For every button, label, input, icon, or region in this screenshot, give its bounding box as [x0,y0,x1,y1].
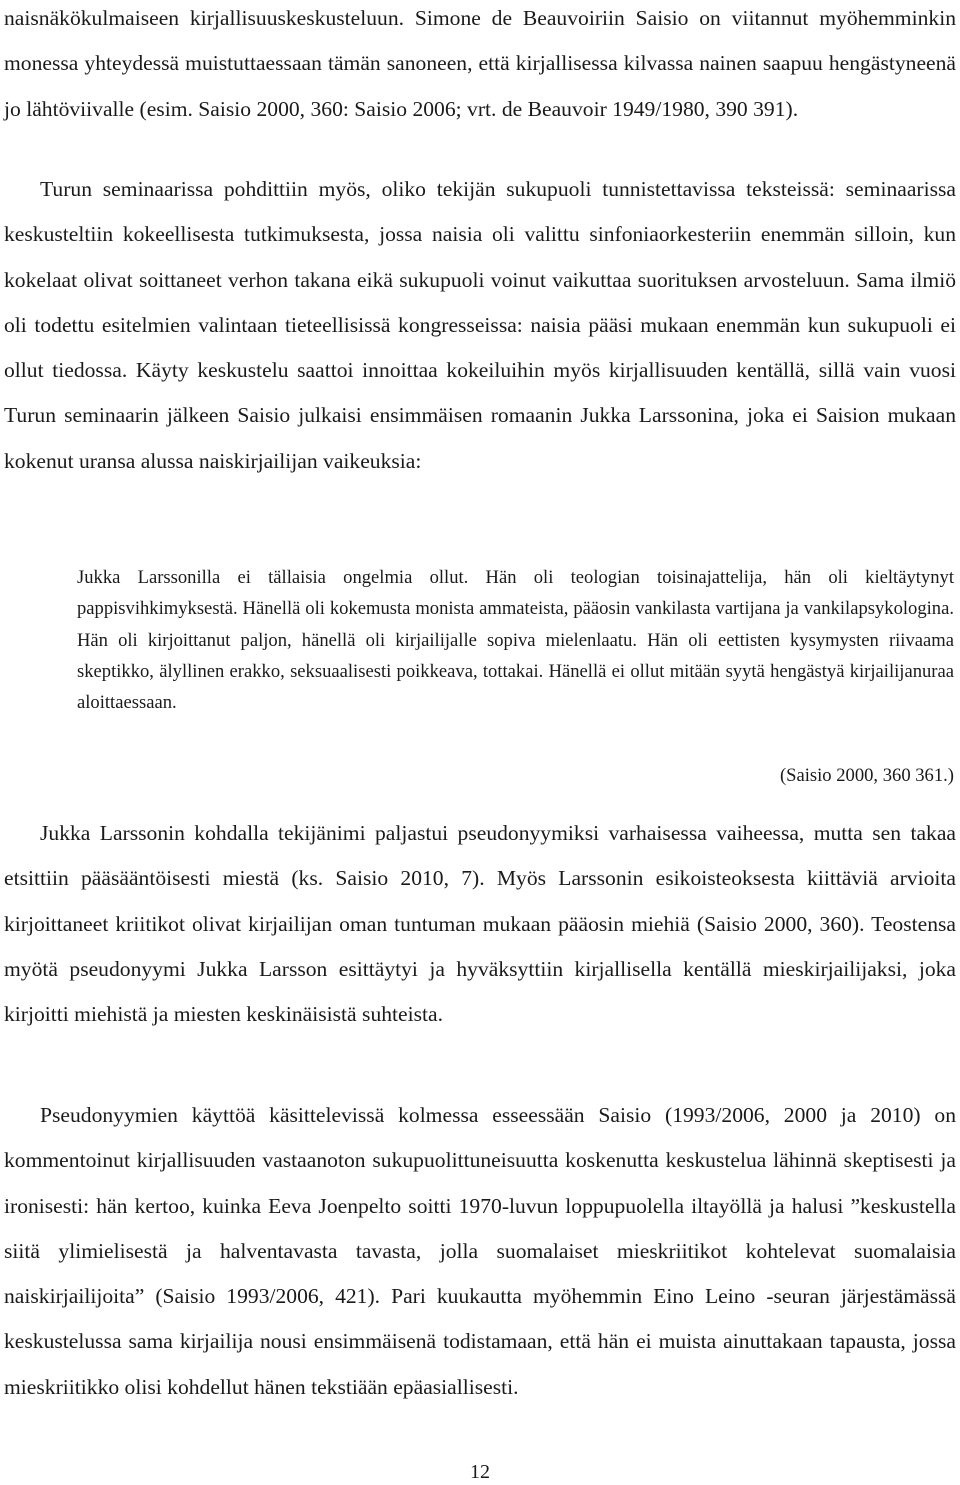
page-number: 12 [470,1461,490,1483]
quote-citation: (Saisio 2000, 360 361.) [779,765,954,786]
paragraph-jukka-larsson: Jukka Larssonin kohdalla tekijänimi paljastui pseudonyymiksi varhaisessa vaiheessa, mutta sen takaa etsittiin pääsääntöisesti miestä (ks. Saisio 2010, 7). Myös Larssonin esikoisteoksesta kiittäviä arvioita kirjoittaneet kriitikot olivat kirjailijan oman tuntuman mukaan pääosin miehiä (Saisio 2000, 360). Teostensa myötä pseudonyymi Jukka Larsson esittäytyi ja hyväksyttiin kirjallisella kentällä mieskirjailijaksi, joka kirjoitti miehistä ja miesten keskinäisistä suhteista. [4,821,956,1027]
paragraph-beauvoir: naisnäkökulmaiseen kirjallisuuskeskusteluun. Simone de Beauvoiriin Saisio on viitannut myöhemminkin monessa yhteydessä muistuttaessaan tämän sanoneen, että kirjallisessa kilvassa nainen saapuu hengästyneenä jo lähtöviivalle (esim. Saisio 2000, 360: Saisio 2006; vrt. de Beauvoir 1949/1980, 390 391). [4,6,956,121]
block-quote: Jukka Larssonilla ei tällaisia ongelmia ollut. Hän oli teologian toisinajattelija, hän oli kieltäytynyt pappisvihkimyksestä. Hänellä oli kokemusta monista ammateista, pääosin vankilasta vartijana ja vankilapsykologina. Hän oli kirjoittanut paljon, hänellä oli kirjailijalle sopiva mielenlaatu. Hän oli eettisten kysymysten riivaama skeptikko, älyllinen erakko, seksuaalisesti poikkeava, tottakai. Hänellä ei ollut mitään syytä hengästyä kirjailijanuraa aloittaessaan. [77,567,954,714]
paragraph-turku-seminar: Turun seminaarissa pohdittiin myös, oliko tekijän sukupuoli tunnistettavissa teksteissä: seminaarissa keskusteltiin kokeellisesta tutkimuksesta, jossa naisia oli valittu sinfoniaorkesteriin enemmän silloin, kun kokelaat olivat soittaneet verhon takana eikä sukupuoli voinut vaikuttaa suorituksen arvosteluun. Sama ilmiö oli todettu esitelmien valintaan tieteellisissä kongresseissa: naisia pääsi mukaan enemmän kun sukupuoli ei ollut tiedossa. Käyty keskustelu saattoi innoittaa kokeiluihin myös kirjallisuuden kentällä, sillä vain vuosi Turun seminaarin jälkeen Saisio julkaisi ensimmäisen romaanin Jukka Larssonina, joka ei Saision mukaan kokenut uransa alussa naiskirjailijan vaikeuksia: [4,177,956,473]
paragraph-pseudonyms: Pseudonyymien käyttöä käsittelevissä kolmessa esseessään Saisio (1993/2006, 2000 ja 2010) on kommentoinut kirjallisuuden vastaanoton sukupuolittuneisuutta koskenutta keskustelua lähinnä skeptisesti ja ironisesti: hän kertoo, kuinka Eeva Joenpelto soitti 1970-luvun loppupuolella iltayöllä ja halusi ”keskustella siitä ylimielisestä ja halventavasta tavasta, jolla suomalaiset mieskriitikot kohtelevat suomalaisia naiskirjailijoita” (Saisio 1993/2006, 421). Pari kuukautta myöhemmin Eino Leino -seuran järjestämässä keskustelussa sama kirjailija nousi ensimmäisenä todistamaan, että hän ei muista ainuttakaan tapausta, jossa mieskriitikko olisi kohdellut hänen tekstiään epäasiallisesti. [4,1103,956,1399]
